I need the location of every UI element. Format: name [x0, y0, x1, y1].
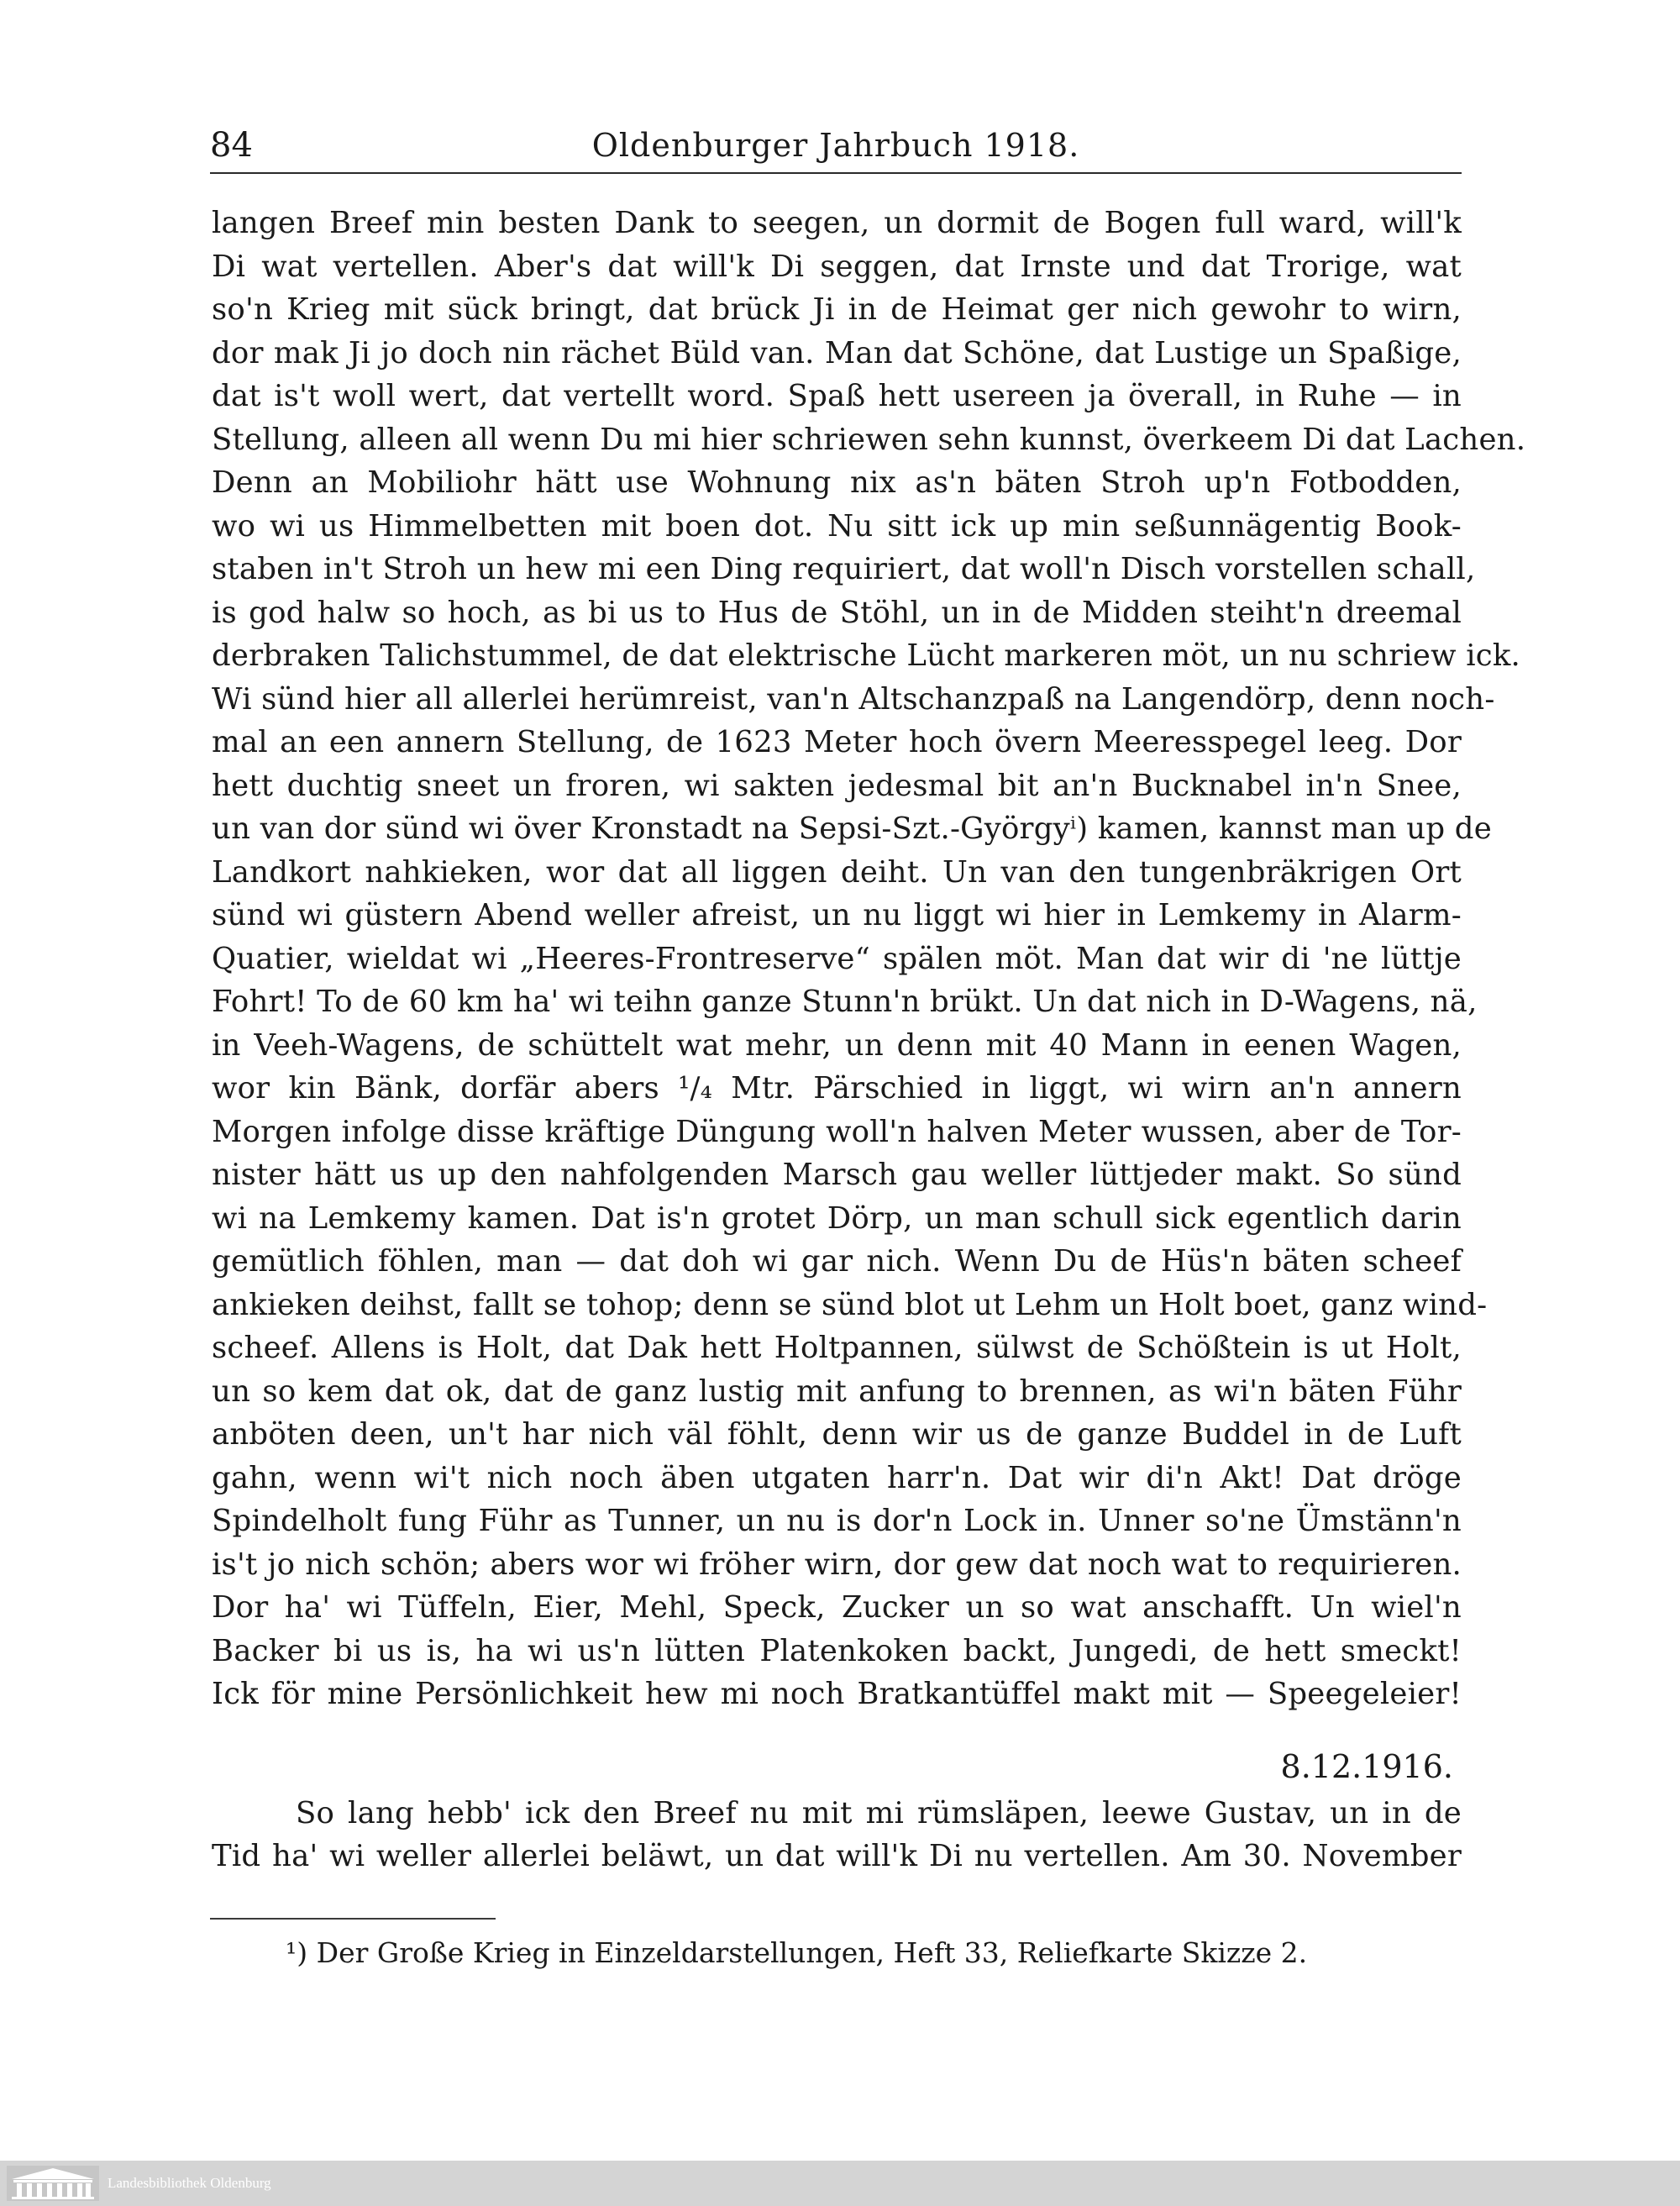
library-building-icon [7, 2166, 99, 2201]
text-line: mal an een annern Stellung, de 1623 Meter hoch övern Meeresspegel leeg. Dor [212, 725, 1462, 759]
footnote-rule [210, 1918, 496, 1920]
text-line: ankieken deihst, fallt se tohop; denn se sünd blot ut Lehm un Holt boet, ganz wind- [212, 1287, 1488, 1322]
text-line: Morgen infolge disse kräftige Düngung woll'n halven Meter wussen, aber de Tor- [212, 1114, 1462, 1149]
footnote-text: Der Große Krieg in Einzeldarstellungen, Heft 33, Reliefkarte Skizze 2. [316, 1936, 1308, 1969]
header-rule [210, 172, 1462, 174]
text-line: so'n Krieg mit sück bringt, dat brück Ji in de Heimat ger nich gewohr to wirn, [212, 292, 1462, 327]
text-line: So lang hebb' ick den Breef nu mit mi rümsläpen, leewe Gustav, un in de [296, 1795, 1462, 1830]
text-line: Denn an Mobiliohr hätt use Wohnung nix as'n bäten Stroh up'n Fotbodden, [212, 465, 1462, 500]
text-line: sünd wi güstern Abend weller afreist, un nu liggt wi hier in Lemkemy in Alarm- [212, 898, 1462, 932]
text-line: un so kem dat ok, dat de ganz lustig mit anfung to brennen, as wi'n bäten Führ [212, 1373, 1462, 1409]
text-line: Wi sünd hier all allerlei herümreist, van'n Altschanzpaß na Langendörp, denn noch- [212, 681, 1495, 717]
text-line: scheef. Allens is Holt, dat Dak hett Holtpannen, sülwst de Schößtein is ut Holt, [212, 1331, 1462, 1365]
journal-title: Oldenburger Jahrbuch 1918. [591, 127, 1080, 164]
text-line: Tid ha' wi weller allerlei beläwt, un dat will'k Di nu vertellen. Am 30. November [212, 1839, 1462, 1873]
footnote [286, 1934, 1462, 1972]
text-line: Backer bi us is, ha wi us'n lütten Platenkoken backt, Jungedi, de hett smeckt! [212, 1633, 1462, 1668]
text-line: wo wi us Himmelbetten mit boen dot. Nu sitt ick up min seßunnägentig Book- [212, 508, 1462, 544]
text-line: hett duchtig sneet un froren, wi sakten jedesmal bit an'n Bucknabel in'n Snee, [212, 768, 1462, 803]
text-line: gahn, wenn wi't nich noch äben utgaten harr'n. Dat wir di'n Akt! Dat dröge [212, 1460, 1462, 1495]
body-text [212, 202, 1526, 1878]
text-line: dat is't woll wert, dat vertellt word. Spaß hett usereen ja överall, in Ruhe — in [212, 379, 1462, 413]
text-line: staben in't Stroh un hew mi een Ding requiriert, dat woll'n Disch vorstellen schall, [212, 552, 1476, 586]
text-line: Ick för mine Persönlichkeit hew mi noch Bratkantüffel makt mit — Speegeleier! [212, 1677, 1462, 1711]
text-line: Stellung, alleen all wenn Du mi hier schriewen sehn kunnst, överkeem Di dat Lachen. [212, 422, 1526, 457]
library-footer-bar [0, 2161, 1680, 2206]
text-line: Quatier, wieldat wi „Heeres-Frontreserve“ spälen möt. Man dat wir di 'ne lüttje [212, 941, 1462, 976]
text-line: derbraken Talichstummel, de dat elektrische Lücht markeren möt, un nu schriew ick. [212, 638, 1521, 673]
text-line: is't jo nich schön; abers wor wi fröher wirn, dor gew dat noch wat to requirieren. [212, 1547, 1462, 1582]
library-name: Landesbibliothek Oldenburg [108, 2175, 271, 2191]
text-line: is god halw so hoch, as bi us to Hus de Stöhl, un in de Midden steiht'n dreemal [212, 595, 1462, 630]
text-line: dor mak Ji jo doch nin rächet Büld van. Man dat Schöne, dat Lustige un Spaßige, [212, 335, 1462, 370]
text-line: Fohrt! To de 60 km ha' wi teihn ganze Stunn'n brükt. Un dat nich in D-Wagens, nä, [212, 985, 1478, 1019]
footnote-marker: ¹) [286, 1936, 308, 1969]
page-number: 84 [210, 126, 253, 165]
text-line: wor kin Bänk, dorfär abers ¹/₄ Mtr. Pärschied in liggt, wi wirn an'n annern [212, 1071, 1462, 1106]
text-line: un van dor sünd wi över Kronstadt na Sepsi-Szt.-Györgyⁱ) kamen, kannst man up de [212, 811, 1492, 846]
text-line: Spindelholt fung Führ as Tunner, un nu is dor'n Lock in. Unner so'ne Ümstänn'n [212, 1504, 1462, 1538]
paragraph-1 [212, 202, 1526, 1716]
running-head [210, 124, 1462, 166]
text-line: Di wat vertellen. Aber's dat will'k Di seggen, dat Irnste und dat Trorige, wat [212, 249, 1462, 284]
text-line: gemütlich föhlen, man — dat doh wi gar nich. Wenn Du de Hüs'n bäten scheef [212, 1244, 1462, 1279]
text-line: nister hätt us up den nahfolgenden Marsch gau weller lüttjeder makt. So sünd [212, 1158, 1462, 1192]
text-line: Dor ha' wi Tüffeln, Eier, Mehl, Speck, Zucker un so wat anschafft. Un wiel'n [212, 1590, 1462, 1625]
text-line: wi na Lemkemy kamen. Dat is'n grotet Dörp, un man schull sick egentlich darin [212, 1200, 1462, 1236]
text-line: langen Breef min besten Dank to seegen, un dormit de Bogen full ward, will'k [212, 206, 1462, 240]
text-line: anböten deen, un't har nich väl föhlt, denn wir us de ganze Buddel in de Luft [212, 1417, 1462, 1452]
paragraph-2 [212, 1792, 1462, 1878]
text-line: in Veeh-Wagens, de schüttelt wat mehr, un denn mit 40 Mann in eenen Wagen, [212, 1027, 1462, 1063]
letter-date: 8.12.1916. [1280, 1747, 1453, 1785]
text-line: Landkort nahkieken, wor dat all liggen deiht. Un van den tungenbräkrigen Ort [212, 854, 1462, 890]
